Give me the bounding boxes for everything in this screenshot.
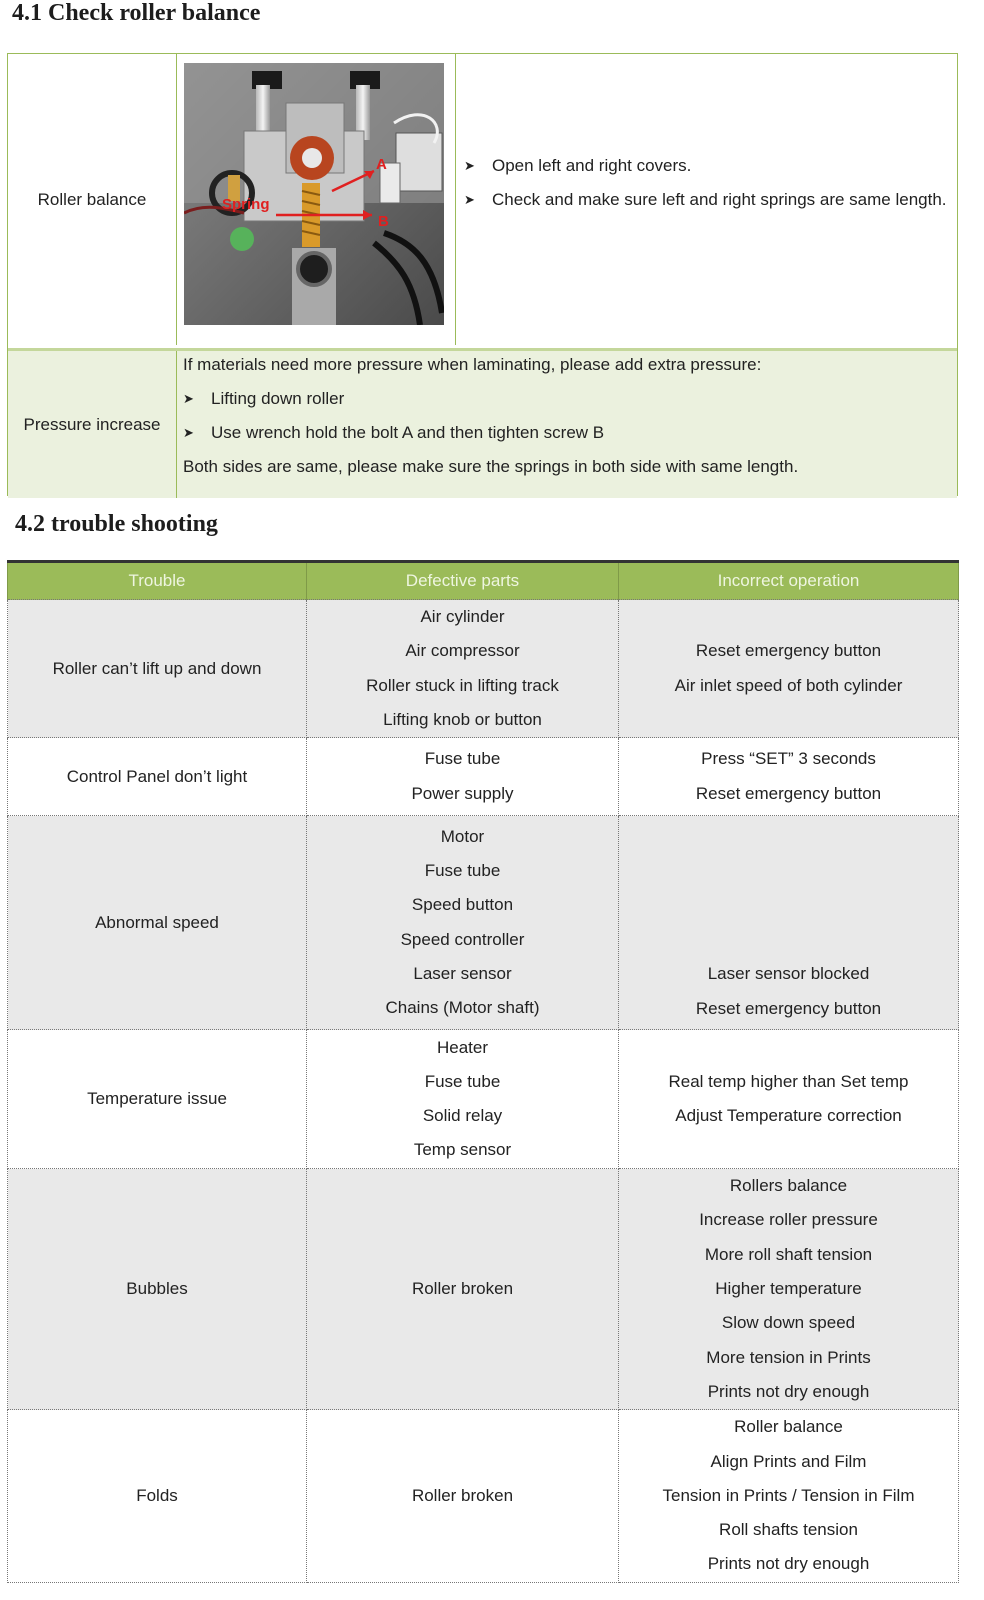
step-lift-down-roller: ➤ Lifting down roller: [183, 388, 951, 410]
incorrect-operation: Higher temperature: [715, 1279, 862, 1299]
defective-parts-cell-list: [307, 1479, 618, 1513]
pressure-increase-label: Pressure increase: [23, 414, 161, 434]
defective-part: Lifting knob or button: [383, 709, 542, 729]
incorrect-operation: Prints not dry enough: [707, 1554, 870, 1574]
defective-parts-cell: [307, 1030, 619, 1169]
incorrect-operation-cell-list: [619, 1169, 958, 1409]
step-open-covers: ➤ Open left and right covers.: [464, 155, 949, 177]
defective-part: Motor: [440, 826, 485, 846]
incorrect-operation: Laser sensor blocked: [707, 964, 870, 984]
table-row: [8, 1410, 959, 1582]
defective-part: Heater: [436, 1037, 489, 1057]
defective-part: Temp sensor: [413, 1140, 512, 1160]
incorrect-operation-cell: [619, 738, 959, 816]
pressure-increase-instructions-cell: [177, 351, 957, 498]
defective-parts-cell: [307, 600, 619, 738]
roller-balance-label: Roller balance: [37, 189, 147, 209]
pressure-intro: If materials need more pressure when laminating, please add extra pressure:: [183, 355, 762, 374]
incorrect-operation-cell-list: [619, 634, 958, 703]
roller-balance-label-cell: [8, 54, 177, 345]
pressure-increase-label-cell: [8, 351, 177, 498]
roller-balance-table: [7, 53, 958, 496]
trouble-text: Bubbles: [126, 1279, 188, 1299]
defective-parts-cell: [307, 738, 619, 816]
table-row: [8, 1169, 959, 1410]
incorrect-operation: Prints not dry enough: [707, 1381, 870, 1401]
column-header-trouble: Trouble: [8, 562, 307, 600]
trouble-cell: [8, 1410, 307, 1582]
incorrect-operation: Roll shafts tension: [719, 1520, 858, 1540]
incorrect-operation: Press “SET” 3 seconds: [701, 749, 876, 769]
defective-parts-cell: [307, 816, 619, 1030]
defective-part: Roller broken: [411, 1279, 514, 1299]
defective-part: Roller stuck in lifting track: [366, 675, 559, 695]
incorrect-operation: More roll shaft tension: [704, 1244, 873, 1264]
incorrect-operation: Real temp higher than Set temp: [668, 1071, 909, 1091]
section-heading-4-2: 4.2 trouble shooting: [15, 511, 218, 537]
defective-parts-cell-list: [307, 1272, 618, 1306]
defective-part: Chains (Motor shaft): [385, 998, 540, 1018]
table-row: [8, 1030, 959, 1169]
roller-photo-cell: [177, 54, 456, 345]
incorrect-operation: Adjust Temperature correction: [675, 1106, 902, 1126]
incorrect-operation: Roller balance: [734, 1417, 843, 1437]
defective-parts-cell-list: [307, 1031, 618, 1168]
table-row: [8, 600, 959, 738]
roller-balance-instructions-cell: [456, 54, 957, 345]
defective-parts-cell-list: [307, 820, 618, 1026]
incorrect-operation: Rollers balance: [729, 1176, 848, 1196]
trouble-text: Temperature issue: [87, 1089, 227, 1109]
incorrect-operation-cell: [619, 816, 959, 1030]
defective-parts-cell: [307, 1410, 619, 1582]
defective-part: Roller broken: [411, 1485, 514, 1505]
defective-part: Fuse tube: [424, 749, 501, 769]
incorrect-operation: Reset emergency button: [695, 783, 882, 803]
defective-part: Speed controller: [400, 929, 525, 949]
pressure-steps: [183, 388, 951, 444]
defective-part: Air cylinder: [420, 607, 505, 626]
roller-mechanism-photo: [184, 63, 444, 325]
trouble-cell: [8, 1169, 307, 1410]
section-heading-4-1: 4.1 Check roller balance: [12, 0, 261, 26]
defective-part: Fuse tube: [424, 861, 501, 881]
incorrect-operation: Air inlet speed of both cylinder: [674, 675, 903, 695]
defective-part: Speed button: [411, 895, 514, 915]
trouble-text: Roller can’t lift up and down: [52, 658, 262, 678]
incorrect-operation-cell: [619, 1169, 959, 1410]
defective-part: Laser sensor: [413, 963, 512, 983]
trouble-shooting-body: [8, 600, 959, 1583]
defective-part: Air compressor: [405, 641, 520, 661]
trouble-shooting-table: [7, 560, 959, 1583]
pressure-outro: Both sides are same, please make sure the springs in both side with same length.: [183, 457, 799, 476]
incorrect-operation: Slow down speed: [721, 1313, 856, 1333]
trouble-cell: [8, 1030, 307, 1169]
incorrect-operation: Reset emergency button: [695, 998, 882, 1018]
trouble-text: Folds: [136, 1486, 178, 1505]
trouble-cell: [8, 738, 307, 816]
defective-part: Power supply: [411, 783, 514, 803]
table-header-row: [8, 562, 959, 600]
column-header-defective-parts: Defective parts: [307, 562, 619, 600]
table-row: [8, 738, 959, 816]
photo-label-spring: Spring: [222, 196, 270, 213]
incorrect-operation: Tension in Prints / Tension in Film: [662, 1485, 915, 1505]
column-header-incorrect-operation: Incorrect operation: [619, 562, 959, 600]
roller-balance-steps: [464, 155, 949, 211]
defective-parts-cell-list: [307, 600, 618, 737]
incorrect-operation: Increase roller pressure: [699, 1210, 878, 1230]
step-check-springs: ➤ Check and make sure left and right springs are same length.: [464, 189, 949, 211]
roller-mechanism-illustration: [184, 63, 444, 325]
trouble-text: Abnormal speed: [95, 912, 219, 932]
incorrect-operation: More tension in Prints: [706, 1347, 871, 1367]
incorrect-operation-cell-list: [619, 1410, 958, 1581]
photo-label-a: A: [376, 156, 387, 173]
defective-part: Fuse tube: [424, 1071, 501, 1091]
incorrect-operation-cell-list: [619, 742, 958, 811]
trouble-cell: [8, 816, 307, 1030]
step-tighten-screw: ➤ Use wrench hold the bolt A and then tighten screw B: [183, 422, 951, 444]
photo-label-b: B: [378, 213, 389, 230]
table-row: [8, 816, 959, 1030]
incorrect-operation-cell: [619, 1030, 959, 1169]
defective-parts-cell-list: [307, 742, 618, 811]
trouble-text: Control Panel don’t light: [66, 766, 248, 786]
defective-part: Solid relay: [422, 1106, 503, 1126]
roller-balance-row: [8, 54, 957, 345]
incorrect-operation-cell-list: [619, 1065, 958, 1134]
incorrect-operation-cell: [619, 600, 959, 738]
incorrect-operation-cell: [619, 1410, 959, 1582]
defective-parts-cell: [307, 1169, 619, 1410]
pressure-increase-row: [8, 348, 957, 498]
incorrect-operation-cell-list: [619, 819, 958, 1026]
trouble-cell: [8, 600, 307, 738]
incorrect-operation: Reset emergency button: [695, 641, 882, 661]
incorrect-operation: Align Prints and Film: [710, 1451, 867, 1471]
